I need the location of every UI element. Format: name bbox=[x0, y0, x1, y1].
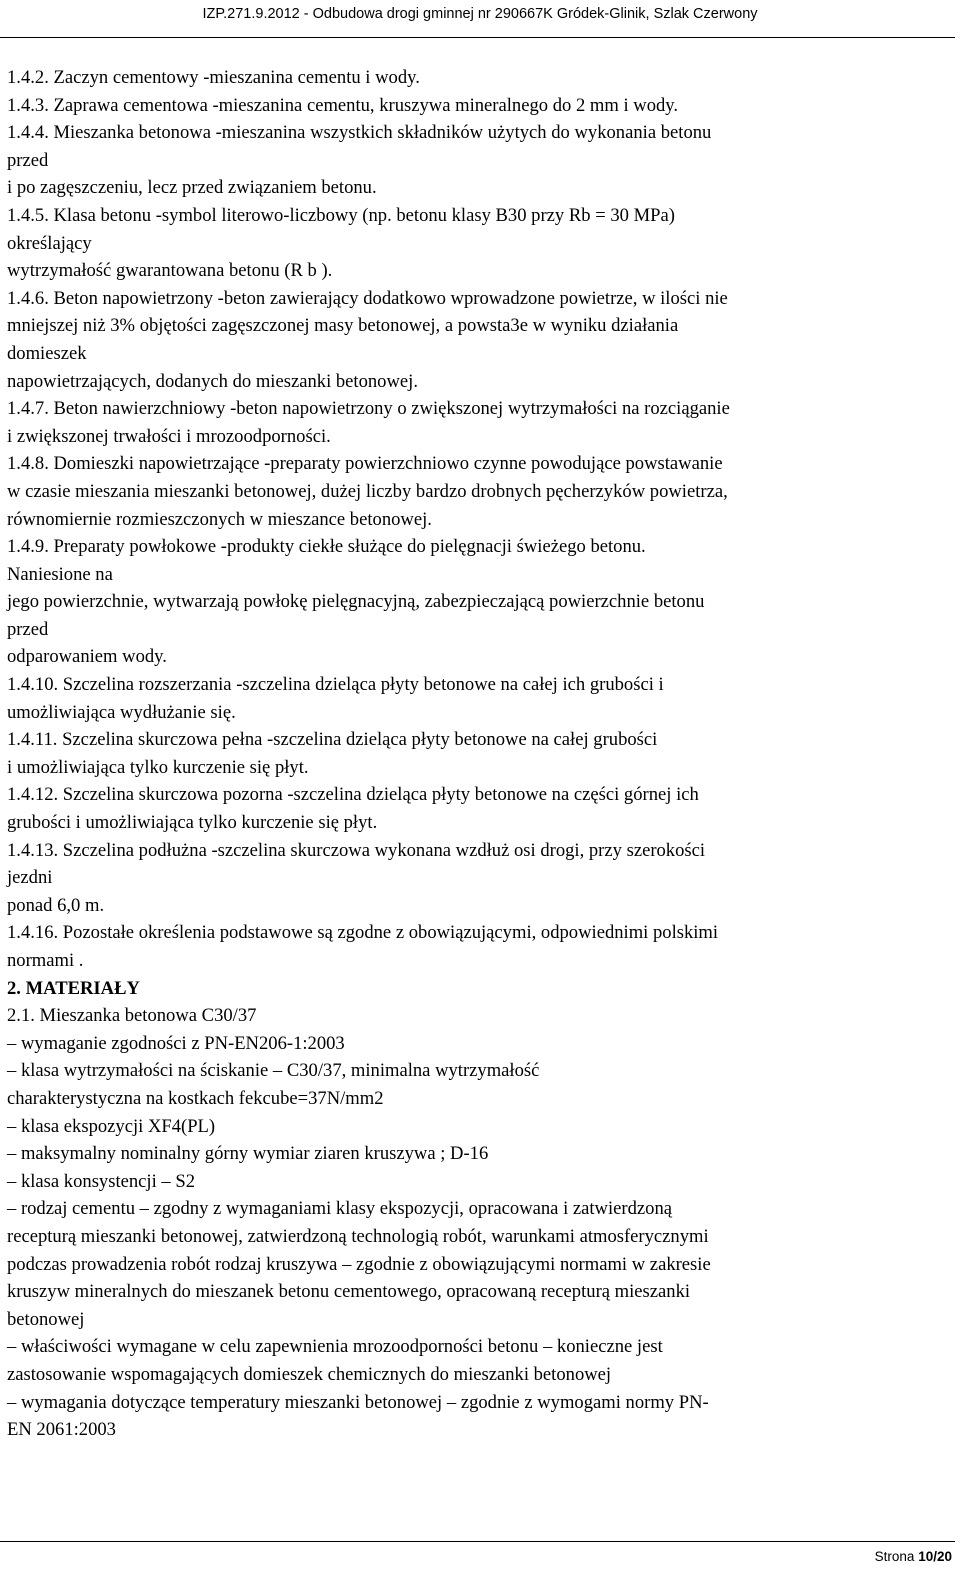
header-title: IZP.271.9.2012 - Odbudowa drogi gminnej nr 290667K Gródek-Glinik, Szlak Czerwony bbox=[202, 6, 758, 22]
text-line: odparowaniem wody. bbox=[7, 646, 167, 668]
text-line: równomiernie rozmieszczonych w mieszance betonowej. bbox=[7, 508, 432, 530]
text-line: – wymagania dotyczące temperatury mieszanki betonowej – zgodnie z wymogami normy PN- bbox=[7, 1391, 709, 1413]
text-line: wytrzymałość gwarantowana betonu (R b ). bbox=[7, 260, 333, 282]
text-line: normami . bbox=[7, 950, 84, 971]
text-line: – wymaganie zgodności z PN-EN206-1:2003 bbox=[7, 1032, 345, 1054]
text-line: w czasie mieszania mieszanki betonowej, dużej liczby bardzo drobnych pęcherzyków powietrza, bbox=[7, 480, 728, 502]
text-line: 1.4.4. Mieszanka betonowa -mieszanina wszystkich składników użytych do wykonania betonu bbox=[7, 122, 712, 144]
text-line: i po zagęszczeniu, lecz przed związaniem betonu. bbox=[7, 177, 377, 199]
text-line: – rodzaj cementu – zgodny z wymaganiami klasy ekspozycji, opracowana i zatwierdzoną bbox=[7, 1198, 672, 1220]
text-line: kruszyw mineralnych do mieszanek betonu cementowego, opracowaną recepturą mieszanki bbox=[7, 1281, 691, 1303]
text-line: ponad 6,0 m. bbox=[7, 894, 105, 916]
document-body bbox=[7, 64, 955, 1444]
text-line: jego powierzchnie, wytwarzają powłokę pielęgnacyjną, zabezpieczającą powierzchnie betonu bbox=[7, 591, 705, 613]
text-line: mniejszej niż 3% objętości zagęszczonej masy betonowej, a powsta3e w wyniku działania bbox=[7, 315, 679, 337]
text-line: i umożliwiająca tylko kurczenie się płyt. bbox=[7, 756, 309, 778]
text-line: Naniesione na bbox=[7, 563, 113, 585]
text-line: – klasa ekspozycji XF4(PL) bbox=[7, 1115, 216, 1137]
text-line: betonowej bbox=[7, 1308, 85, 1330]
text-line: – klasa wytrzymałości na ściskanie – C30/37, minimalna wytrzymałość bbox=[7, 1060, 540, 1082]
text-line: zastosowanie wspomagających domieszek chemicznych do mieszanki betonowej bbox=[7, 1363, 612, 1385]
text-line: 1.4.2. Zaczyn cementowy -mieszanina cementu i wody. bbox=[7, 67, 420, 88]
text-line: umożliwiająca wydłużanie się. bbox=[7, 701, 236, 723]
section-heading: 2. MATERIAŁY bbox=[7, 977, 140, 999]
text-line: i zwiększonej trwałości i mrozoodporności. bbox=[7, 425, 331, 447]
text-line: jezdni bbox=[7, 867, 53, 889]
page-header bbox=[0, 0, 960, 38]
text-line: napowietrzających, dodanych do mieszanki betonowej. bbox=[7, 370, 418, 392]
text-line: recepturą mieszanki betonowej, zatwierdzoną technologią robót, warunkami atmosferycznymi bbox=[7, 1225, 709, 1247]
text-line: – maksymalny nominalny górny wymiar ziaren kruszywa ; D-16 bbox=[7, 1143, 489, 1165]
text-line: podczas prowadzenia robót rodzaj kruszywa – zgodnie z obowiązującymi normami w zakresie bbox=[7, 1253, 711, 1275]
text-line: grubości i umożliwiająca tylko kurczenie się płyt. bbox=[7, 812, 378, 834]
header-divider bbox=[0, 37, 955, 38]
text-line: 1.4.12. Szczelina skurczowa pozorna -szczelina dzieląca płyty betonowe na części górnej ich bbox=[7, 784, 699, 806]
text-line: 1.4.5. Klasa betonu -symbol literowo-liczbowy (np. betonu klasy B30 przy Rb = 30 MPa) bbox=[7, 204, 675, 226]
text-line: 1.4.3. Zaprawa cementowa -mieszanina cementu, kruszywa mineralnego do 2 mm i wody. bbox=[7, 94, 679, 116]
text-line: 1.4.11. Szczelina skurczowa pełna -szczelina dzieląca płyty betonowe na całej grubości bbox=[7, 729, 658, 751]
text-line: charakterystyczna na kostkach fekcube=37N/mm2 bbox=[7, 1087, 384, 1109]
page-number: 10/20 bbox=[918, 1549, 952, 1564]
text-line: domieszek bbox=[7, 342, 87, 364]
page-footer bbox=[875, 1547, 952, 1567]
text-line: przed bbox=[7, 618, 49, 640]
text-line: 2.1. Mieszanka betonowa C30/37 bbox=[7, 1005, 257, 1027]
text-line: przed bbox=[7, 149, 49, 171]
text-line: 1.4.13. Szczelina podłużna -szczelina skurczowa wykonana wzdłuż osi drogi, przy szerokości bbox=[7, 839, 706, 861]
text-line: 1.4.6. Beton napowietrzony -beton zawierający dodatkowo wprowadzone powietrze, w ilości nie bbox=[7, 287, 728, 309]
footer-label: Strona bbox=[874, 1549, 915, 1564]
text-line: 1.4.7. Beton nawierzchniowy -beton napowietrzony o zwiększonej wytrzymałości na rozciąganie bbox=[7, 398, 730, 420]
text-line: 1.4.9. Preparaty powłokowe -produkty ciekłe służące do pielęgnacji świeżego betonu. bbox=[7, 536, 646, 558]
text-line: określający bbox=[7, 232, 92, 254]
text-line: – właściwości wymagane w celu zapewnienia mrozoodporności betonu – konieczne jest bbox=[7, 1336, 663, 1358]
text-line: 1.4.10. Szczelina rozszerzania -szczelina dzieląca płyty betonowe na całej ich grubości i bbox=[7, 674, 664, 696]
text-line: EN 2061:2003 bbox=[7, 1419, 116, 1441]
text-line: 1.4.16. Pozostałe określenia podstawowe są zgodne z obowiązującymi, odpowiednimi polskimi bbox=[7, 922, 719, 944]
text-line: – klasa konsystencji – S2 bbox=[7, 1170, 195, 1192]
footer-divider bbox=[0, 1541, 955, 1542]
text-line: 1.4.8. Domieszki napowietrzające -preparaty powierzchniowo czynne powodujące powstawanie bbox=[7, 453, 723, 475]
